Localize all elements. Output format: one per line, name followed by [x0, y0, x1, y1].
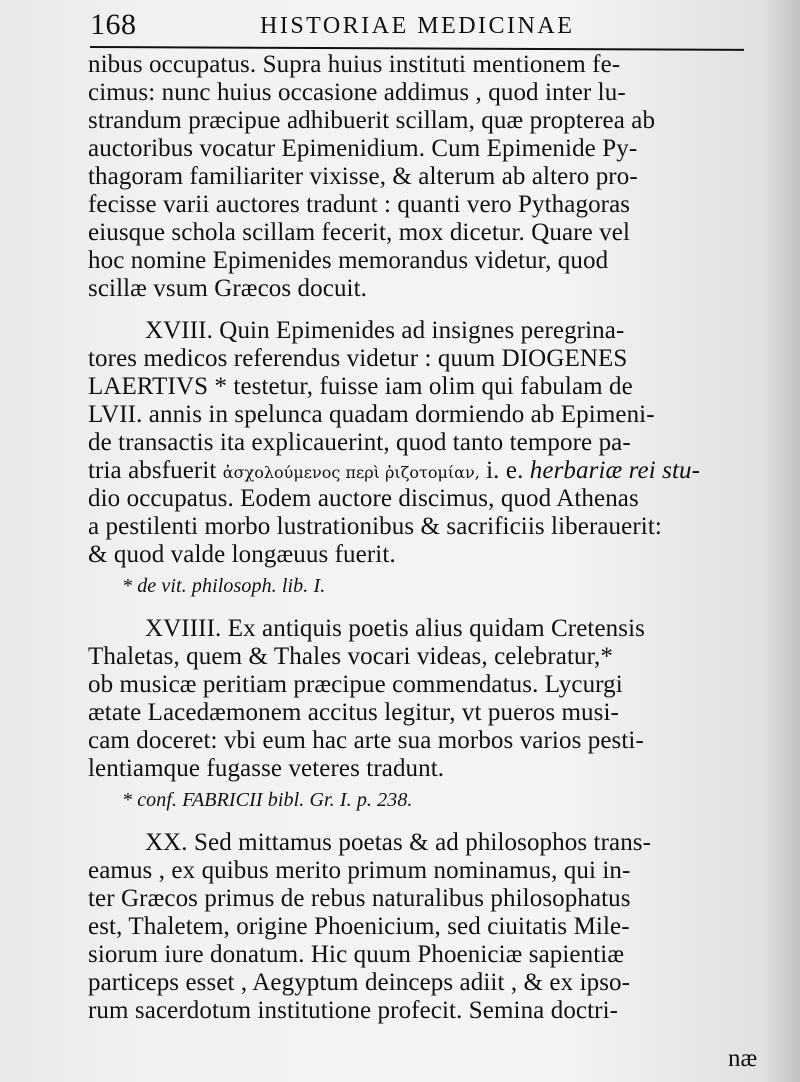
section-xx-line-4: est, Thaletem, origine Phoenicium, sed ciuitatis Mile-	[88, 913, 630, 940]
text-line-8: hoc nomine Epimenides memorandus videtur, quod	[88, 247, 609, 274]
section-xviii-line-8: a pestilenti morbo lustrationibus & sacrificiis liberauerit:	[88, 513, 662, 540]
running-title: HISTORIAE MEDICINAE	[260, 13, 575, 39]
section-xviiii-line-4: ætate Lacedæmonem accitus legitur, vt pueros musi-	[88, 699, 619, 726]
greek-phrase: ἀσχολούμενος περὶ ῥιζοτομίαν,	[222, 463, 480, 482]
text-line-9: scillæ vsum Græcos docuit.	[88, 275, 367, 302]
gloss-italic: herbariæ rei stu-	[529, 457, 701, 484]
section-xviiii-line-6: lentiamque fugasse veteres tradunt.	[88, 755, 445, 782]
gloss-prefix: i. e.	[486, 457, 524, 484]
section-xviii-line-5: de transactis ita explicauerint, quod tanto tempore pa-	[88, 429, 631, 456]
text-line-3: strandum præcipue adhibuerit scillam, quæ propterea ab	[88, 107, 656, 134]
section-xx-line-7: rum sacerdotum institutione profecit. Semina doctri-	[88, 997, 619, 1024]
section-xx-line-3: ter Græcos primus de rebus naturalibus philosophatus	[88, 885, 631, 912]
section-xx-line-6: particeps esset , Aegyptum deinceps adiit , & ex ipso-	[88, 969, 631, 996]
section-xx-line-5: siorum iure donatum. Hic quum Phoeniciæ sapientiæ	[88, 941, 625, 968]
section-xviii-line-4: LVII. annis in spelunca quadam dormiendo ab Epimeni-	[88, 401, 655, 428]
footnote-1: * de vit. philosoph. lib. I.	[122, 575, 326, 597]
text-line-6: fecisse varii auctores tradunt : quanti vero Pythagoras	[88, 191, 631, 218]
section-xviiii-line-5: cam doceret: vbi eum hac arte sua morbos varios pesti-	[88, 727, 644, 754]
section-xviiii-line-3: ob musicæ peritiam præcipue commendatus. Lycurgi	[88, 671, 623, 698]
section-xviii-line-6	[88, 457, 768, 485]
section-xviii-line-9: & quod valde longæuus fuerit.	[88, 541, 396, 568]
page-number: 168	[90, 8, 137, 41]
section-xviii-line-2: tores medicos referendus videtur : quum DIOGENES	[88, 345, 628, 372]
section-xx-line-1: XX. Sed mittamus poetas & ad philosophos trans-	[145, 829, 652, 856]
catchword: næ	[728, 1045, 758, 1072]
section-xx-line-2: eamus , ex quibus merito primum nominamus, qui in-	[88, 857, 631, 884]
text-line-5: thagoram familiariter vixisse, & alterum ab altero pro-	[88, 163, 638, 190]
body-text	[88, 51, 768, 1025]
running-header	[90, 8, 770, 42]
text-line-4: auctoribus vocatur Epimenidium. Cum Epimenide Py-	[88, 135, 638, 162]
text-line-2: cimus: nunc huius occasione addimus , quod inter lu-	[88, 79, 626, 106]
text-line-1: nibus occupatus. Supra huius instituti mentionem fe-	[88, 51, 621, 78]
section-xviii-line-7: dio occupatus. Eodem auctore discimus, quod Athenas	[88, 485, 639, 512]
section-xviii-line-3: LAERTIVS * testetur, fuisse iam olim qui fabulam de	[88, 373, 633, 400]
text-line-7: eiusque schola scillam fecerit, mox dicetur. Quare vel	[88, 219, 631, 246]
line-start: tria absfuerit	[88, 457, 217, 484]
footnote-2: * conf. FABRICII bibl. Gr. I. p. 238.	[122, 789, 413, 811]
section-xviiii-line-1: XVIIII. Ex antiquis poetis alius quidam Cretensis	[145, 615, 645, 642]
section-xviiii-line-2: Thaletas, quem & Thales vocari videas, celebratur,*	[88, 643, 613, 670]
section-xviii-line-1: XVIII. Quin Epimenides ad insignes peregrina-	[145, 317, 625, 344]
